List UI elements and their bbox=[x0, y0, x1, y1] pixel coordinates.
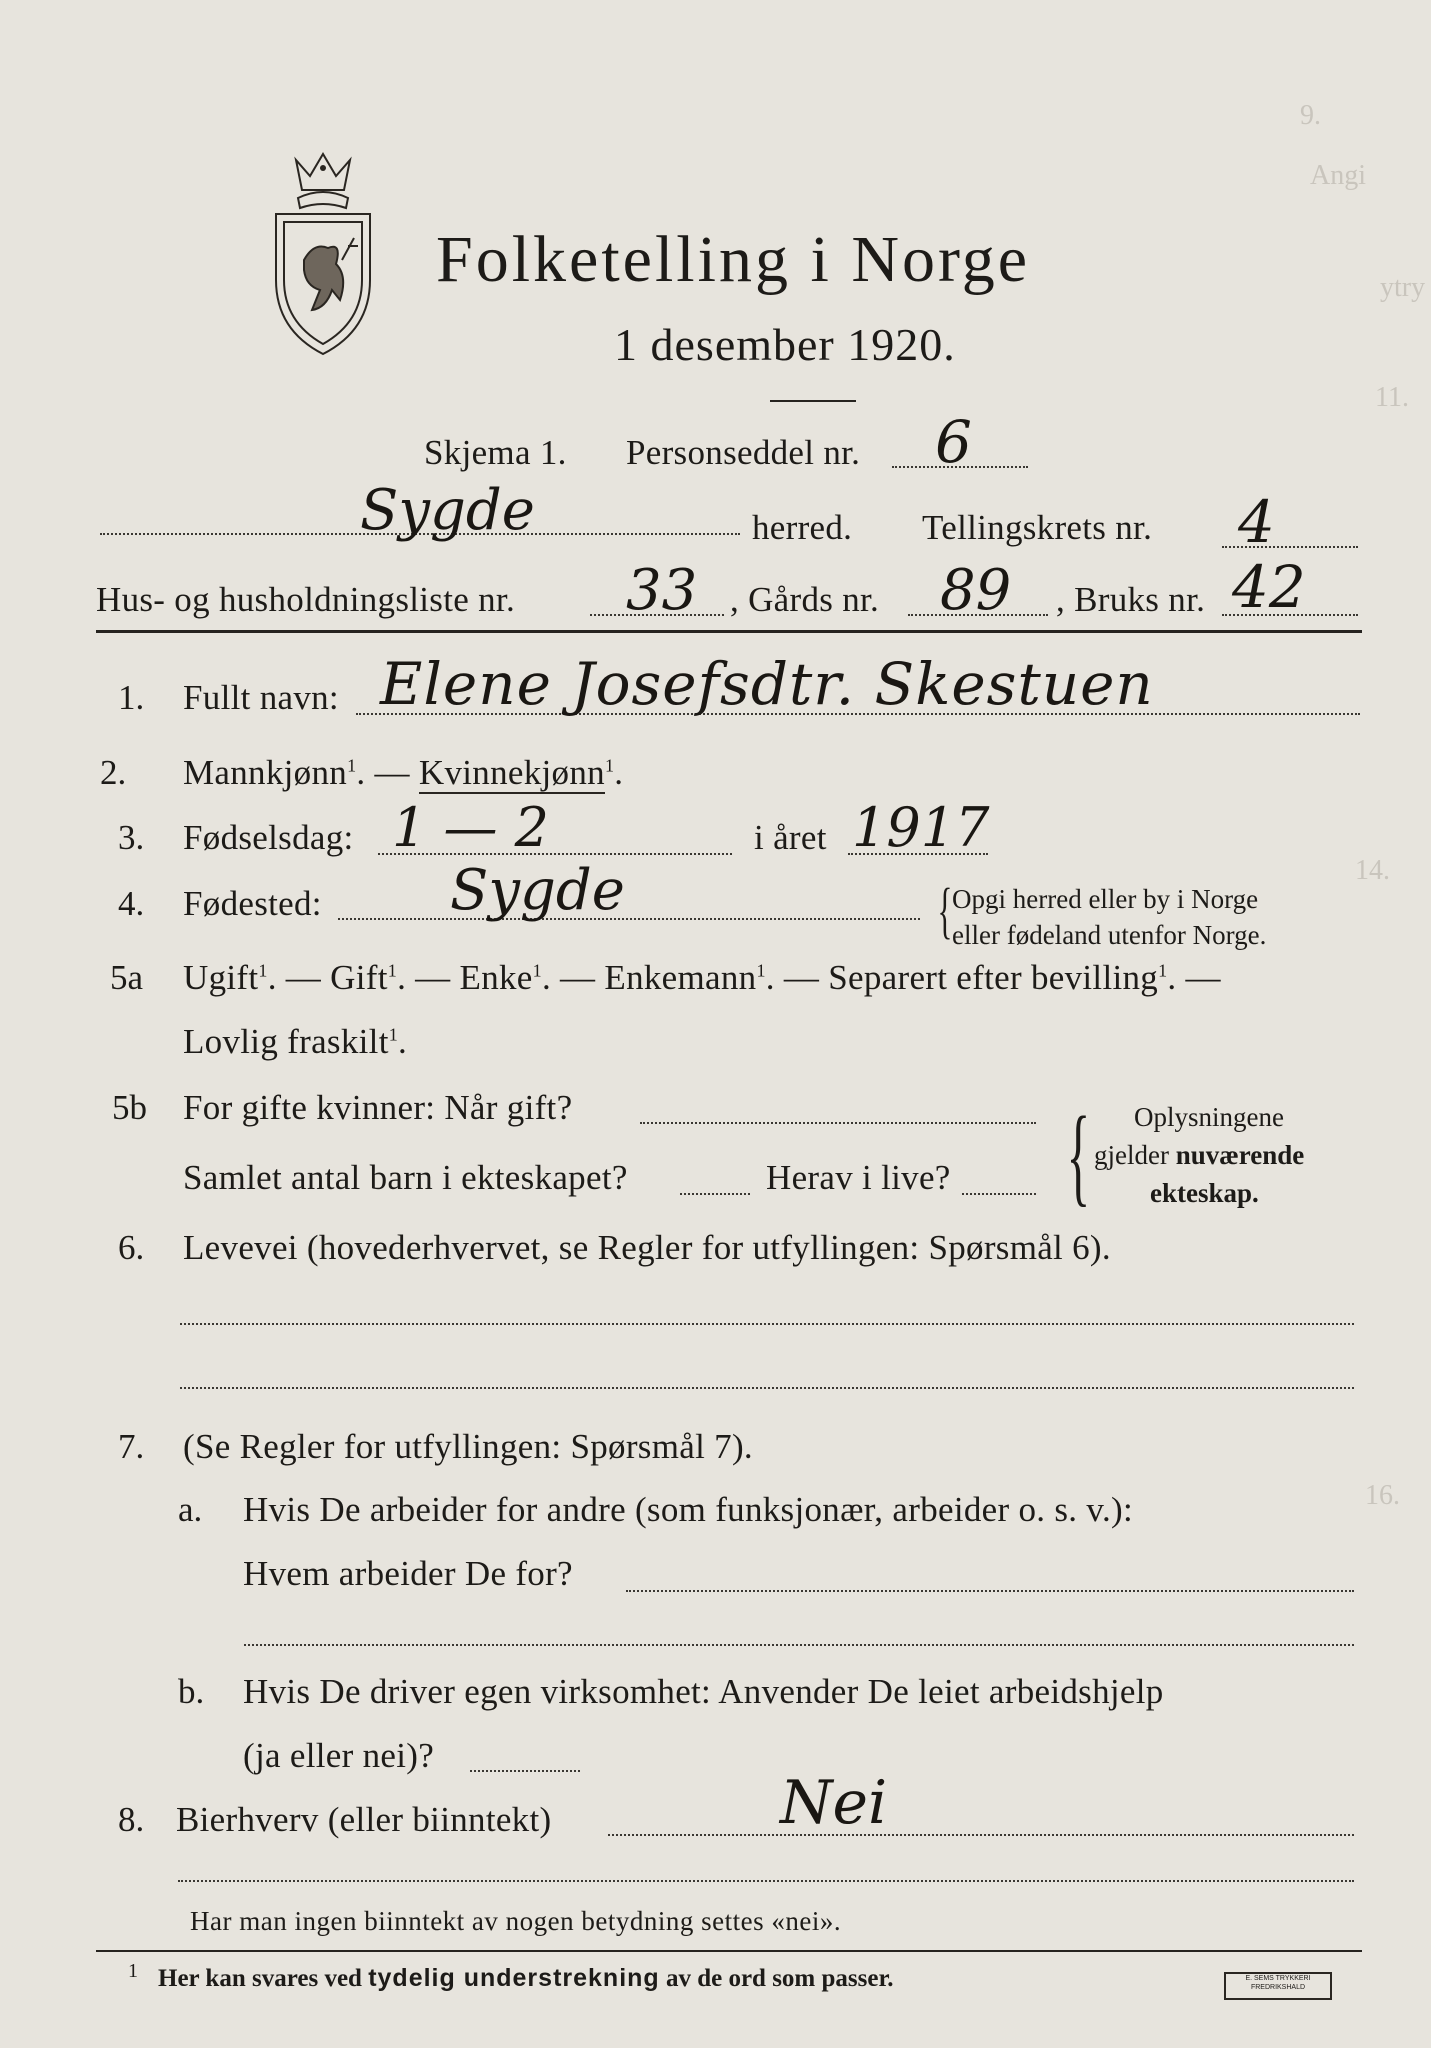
bleed-through-text-4: 11. bbox=[1375, 382, 1409, 413]
tellingskrets-value[interactable]: 4 bbox=[1238, 488, 1275, 556]
q7b-field-line[interactable] bbox=[470, 1770, 580, 1772]
q5b-alive-label: Herav i live? bbox=[766, 1158, 951, 1197]
footnote-marker: 1 bbox=[128, 1960, 138, 1982]
q8-number: 8. bbox=[118, 1800, 145, 1839]
q7-number: 7. bbox=[118, 1427, 145, 1466]
q7b-question: (ja eller nei)? bbox=[243, 1736, 435, 1775]
footnote-text: Her kan svares ved tydelig understrekning av de ord som passer. bbox=[158, 1964, 894, 1992]
q5a-option-separert[interactable]: Separert efter bevilling bbox=[828, 958, 1159, 997]
q5a-option-gift[interactable]: Gift bbox=[330, 958, 388, 997]
q5b-note-line2: gjelder nuværende bbox=[1094, 1140, 1305, 1170]
q5a-number: 5a bbox=[110, 958, 144, 997]
q6-field-line-2[interactable] bbox=[180, 1387, 1354, 1389]
q4-label: Fødested: bbox=[183, 884, 322, 923]
q3-year-label: i året bbox=[754, 818, 827, 857]
q2-number: 2. bbox=[100, 753, 127, 792]
herred-value[interactable]: Sygde bbox=[360, 478, 535, 543]
q4-note-line1: Opgi herred eller by i Norge bbox=[952, 884, 1259, 914]
q2-label: Mannkjønn$^1$. — Kvinnekjønn$^1$. bbox=[183, 753, 624, 792]
q7a-label: Hvis De arbeider for andre (som funksjonær, arbeider o. s. v.): bbox=[243, 1490, 1133, 1529]
q4-note-line2: eller fødeland utenfor Norge. bbox=[952, 920, 1267, 950]
q7a-letter: a. bbox=[178, 1490, 203, 1529]
household-list-label: Hus- og husholdningsliste nr. bbox=[96, 580, 515, 619]
q3-year-value[interactable]: 1917 bbox=[852, 796, 990, 859]
q3-number: 3. bbox=[118, 818, 145, 857]
bruks-label: , Bruks nr. bbox=[1056, 580, 1206, 619]
bleed-through-text-2: Angi bbox=[1310, 160, 1366, 191]
q7a-field-line-2[interactable] bbox=[244, 1644, 1354, 1646]
norway-coat-of-arms-icon bbox=[262, 150, 384, 360]
q5a-option-enke[interactable]: Enke bbox=[459, 958, 533, 997]
q4-field-line bbox=[338, 918, 920, 920]
gards-label: , Gårds nr. bbox=[730, 580, 880, 619]
tellingskrets-label: Tellingskrets nr. bbox=[922, 508, 1153, 547]
personseddel-value[interactable]: 6 bbox=[935, 408, 972, 476]
q8-field-line bbox=[608, 1834, 1354, 1836]
q5b-alive-field-line bbox=[962, 1193, 1036, 1195]
bleed-through-text-6: 16. bbox=[1365, 1480, 1400, 1511]
q8-label: Bierhverv (eller biinntekt) bbox=[176, 1800, 552, 1839]
footer-divider bbox=[96, 1950, 1362, 1952]
census-date: 1 desember 1920. bbox=[614, 319, 956, 370]
gards-value[interactable]: 89 bbox=[940, 558, 1012, 623]
q3-label: Fødselsdag: bbox=[183, 818, 354, 857]
q6-number: 6. bbox=[118, 1228, 145, 1267]
q1-label: Fullt navn: bbox=[183, 678, 339, 717]
q8-field-line-2[interactable] bbox=[178, 1880, 1354, 1882]
q1-number: 1. bbox=[118, 678, 145, 717]
q5a-option-ugift[interactable]: Ugift bbox=[183, 958, 259, 997]
q5b-when-field-line bbox=[640, 1122, 1036, 1124]
title-divider bbox=[770, 400, 856, 402]
q7a-question: Hvem arbeider De for? bbox=[243, 1554, 573, 1593]
q5b-children-label: Samlet antal barn i ekteskapet? bbox=[183, 1158, 628, 1197]
bruks-value[interactable]: 42 bbox=[1232, 553, 1306, 621]
page-title: Folketelling i Norge bbox=[436, 223, 1031, 296]
q8-value[interactable]: Nei bbox=[780, 1768, 888, 1838]
q4-value[interactable]: Sygde bbox=[450, 858, 625, 923]
personseddel-label: Personseddel nr. bbox=[626, 433, 861, 472]
bleed-through-text-3: ytry bbox=[1380, 272, 1426, 303]
herred-label: herred. bbox=[752, 508, 853, 547]
q5a-options: Ugift$^1$. — Gift$^1$. — Enke$^1$. — Enkemann$^1$. — Separert efter bevilling$^1$. — bbox=[183, 958, 1221, 997]
q5b-number: 5b bbox=[112, 1088, 147, 1127]
q7-label: (Se Regler for utfyllingen: Spørsmål 7). bbox=[183, 1427, 753, 1466]
q7a-field-line-1[interactable] bbox=[626, 1590, 1354, 1592]
q2-option-female[interactable]: Kvinnekjønn bbox=[418, 753, 605, 792]
household-list-value[interactable]: 33 bbox=[626, 558, 698, 623]
q6-label: Levevei (hovederhvervet, se Regler for utfyllingen: Spørsmål 6). bbox=[183, 1228, 1111, 1267]
q4-number: 4. bbox=[118, 884, 145, 923]
q7b-letter: b. bbox=[178, 1672, 205, 1711]
q5a-option-fraskilt[interactable]: Lovlig fraskilt bbox=[183, 1022, 389, 1061]
bleed-through-text-5: 14. bbox=[1355, 855, 1390, 886]
q6-field-line-1[interactable] bbox=[180, 1323, 1354, 1325]
q5b-label: For gifte kvinner: Når gift? bbox=[183, 1088, 573, 1127]
q3-day-value[interactable]: 1 — 2 bbox=[392, 796, 550, 859]
q5b-note-line3: ekteskap. bbox=[1150, 1178, 1259, 1208]
q4-note-brace: { bbox=[937, 877, 953, 945]
header-divider bbox=[96, 630, 1362, 633]
form-number-label: Skjema 1. bbox=[424, 433, 567, 472]
q8-hint: Har man ingen biinntekt av nogen betydning settes «nei». bbox=[190, 1906, 842, 1936]
q5a-options-line2: Lovlig fraskilt$^1$. bbox=[183, 1022, 408, 1061]
q5b-note-brace: { bbox=[1066, 1094, 1091, 1216]
q5b-children-field-line bbox=[680, 1193, 750, 1195]
q7b-label: Hvis De driver egen virksomhet: Anvender De leiet arbeidshjelp bbox=[243, 1672, 1164, 1711]
q5a-option-enkemann[interactable]: Enkemann bbox=[604, 958, 757, 997]
q5b-note-line1: Oplysningene bbox=[1134, 1102, 1284, 1132]
printer-stamp: E. SEMS TRYKKERI FREDRIKSHALD bbox=[1224, 1972, 1332, 2000]
q2-option-male[interactable]: Mannkjønn bbox=[183, 753, 348, 792]
q1-value[interactable]: Elene Josefsdtr. Skestuen bbox=[380, 650, 1154, 718]
bleed-through-text-1: 9. bbox=[1300, 100, 1321, 131]
